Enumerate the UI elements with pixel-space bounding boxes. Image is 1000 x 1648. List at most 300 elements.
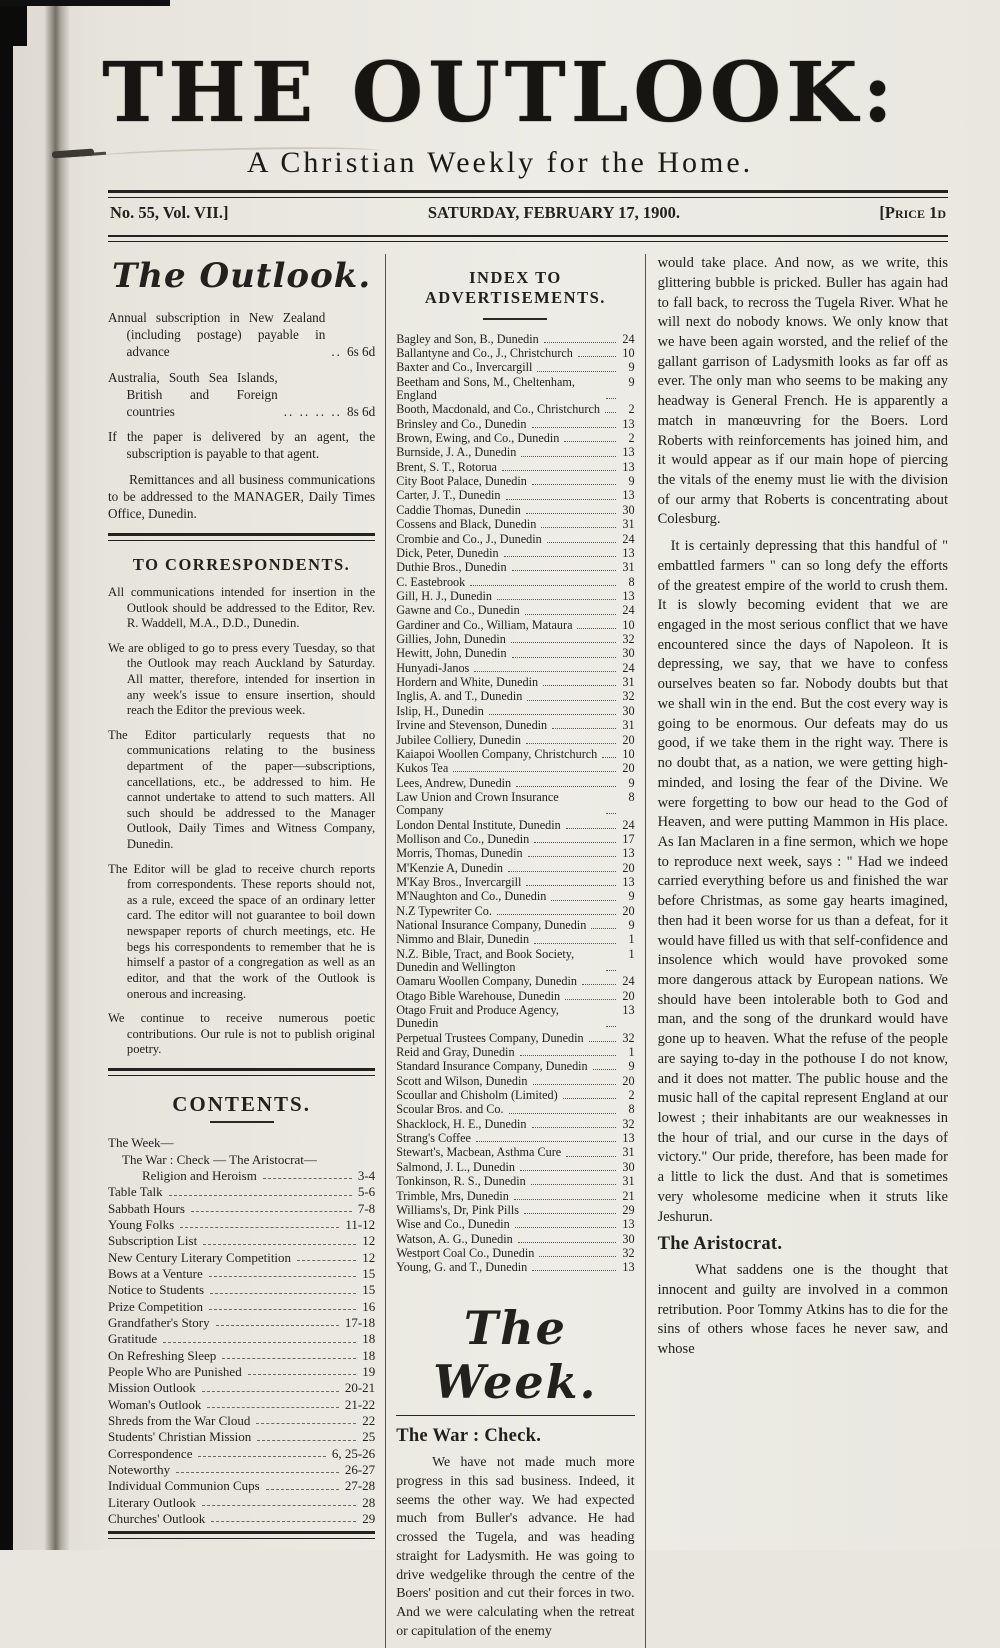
left-column — [108, 254, 385, 1647]
advertiser-name: Gardiner and Co., William, Mataura — [396, 617, 573, 632]
contents-row — [108, 1413, 375, 1429]
advertiser-row — [396, 933, 634, 947]
dot-leader — [533, 1075, 616, 1085]
contents-label: Sabbath Hours — [108, 1200, 185, 1216]
advertiser-name: Booth, Macdonald, and Co., Christchurch — [396, 402, 600, 417]
dateline-block — [108, 190, 948, 242]
advertiser-page: 2 — [628, 1087, 635, 1102]
advertiser-page: 9 — [628, 360, 635, 375]
advertiser-page: 2 — [628, 431, 635, 446]
dot-leader — [520, 1161, 616, 1171]
binding-fold-shadow — [44, 0, 70, 1550]
advertiser-name: Standard Insurance Company, Dunedin — [396, 1059, 588, 1074]
subscription-price: 6s 6d — [346, 343, 376, 359]
advertiser-row — [396, 847, 634, 861]
contents-row — [108, 1347, 375, 1363]
contents-label: Gratitude — [108, 1331, 158, 1347]
contents-row — [108, 1184, 375, 1200]
middle-column — [385, 254, 645, 1647]
advertiser-name: Gill, H. J., Dunedin — [396, 588, 492, 603]
advertiser-page: 32 — [622, 1030, 635, 1045]
advertiser-row — [396, 1003, 634, 1031]
agent-note: If the paper is delivered by an agent, the subscription is payable to that agent. — [108, 429, 376, 462]
contents-label: Mission Outlook — [108, 1380, 196, 1396]
dash-leader — [209, 1299, 356, 1310]
advertiser-page: 17 — [622, 831, 635, 846]
dash-leader — [222, 1348, 356, 1359]
advertiser-page: 1 — [628, 932, 635, 947]
advertiser-page: 20 — [622, 761, 635, 776]
advertiser-row — [396, 1031, 634, 1045]
advertiser-page: 8 — [628, 790, 635, 804]
war-check-paragraph: We have not made much more progress in this sad business. Indeed, it seems the other way. We had expected much from Buller's advance. He had crossed the Tugela, and was heading straight for Ladysmith. He was going to drive wedgelike through the centre of the Boers' position and cut their forces in two. And we were calculating when the retreat or capitulation of the enemy — [396, 1454, 635, 1638]
advertiser-name: Burnside, J. A., Dunedin — [396, 445, 517, 460]
masthead-rule — [108, 190, 948, 198]
advertiser-row — [396, 1088, 634, 1102]
contents-label: Correspondence — [108, 1445, 193, 1461]
advertiser-name: Strang's Coffee — [396, 1131, 471, 1146]
subscription-item — [108, 370, 375, 421]
contents-pages: 21-22 — [344, 1396, 376, 1412]
advertiser-row — [396, 475, 634, 489]
dot-leader — [605, 403, 616, 413]
advertiser-row — [396, 403, 634, 417]
advertiser-row — [396, 918, 634, 932]
dot-leader — [532, 418, 616, 428]
advertiser-row — [396, 1045, 634, 1059]
dot-leader — [526, 876, 615, 886]
outlook-section-heading: The Outlook. — [111, 256, 372, 297]
aristocrat-paragraph: What saddens one is the thought that innocent and guilty are involved in a common retribution. Poor Tommy Atkins has to die for the sins of others whose faces he never saw, and whose — [657, 1262, 948, 1358]
correspondents-paragraph: The Editor will be glad to receive church reports from correspondents. These reports should not, as a rule, exceed the space of an ordinary letter card. The editor will not guarantee to boil down newspaper reports of church meetings, etc. He begs his correspondents to remember that he is himself a pastor of a congregation as well as an editor, and that the work of the Outlook is onerous and increasing. — [108, 861, 376, 1001]
week-heading-rule — [396, 1415, 634, 1416]
advertiser-page: 2 — [628, 402, 635, 417]
scan-top-left-corner — [0, 0, 27, 46]
contents-pages: 16 — [362, 1298, 376, 1314]
dot-leader — [606, 948, 616, 971]
advertiser-row — [396, 1189, 634, 1203]
advertiser-row — [396, 1203, 634, 1217]
advertiser-page: 21 — [622, 1188, 635, 1203]
advertiser-name: Mollison and Co., Dunedin — [396, 831, 530, 846]
dot-leader: .. .. .. .. — [283, 403, 342, 419]
contents-row — [108, 1396, 375, 1412]
contents-label: Notice to Students — [108, 1282, 205, 1298]
dot-leader — [520, 1046, 616, 1056]
scan-top-edge — [0, 0, 170, 6]
dot-leader — [589, 1032, 616, 1042]
advertiser-row — [396, 632, 634, 646]
paper-title: THE OUTLOOK: — [102, 45, 898, 141]
advertiser-page: 24 — [622, 531, 635, 546]
contents-row — [108, 1200, 375, 1216]
dash-leader — [169, 1184, 352, 1195]
dot-leader — [526, 504, 616, 514]
dot-leader — [578, 347, 616, 357]
advertiser-page: 9 — [628, 775, 635, 790]
advertiser-row — [396, 776, 634, 790]
dot-leader — [606, 376, 616, 399]
advertiser-row — [396, 604, 634, 618]
war-check-heading: The War : Check. — [396, 1426, 542, 1447]
advertiser-row — [396, 1160, 634, 1174]
contents-label: Individual Communion Cups — [108, 1478, 260, 1494]
dateline-rule — [108, 235, 948, 242]
contents-label: Table Talk — [108, 1184, 163, 1200]
dot-leader — [602, 748, 615, 758]
dash-leader — [163, 1331, 356, 1342]
advertiser-page: 10 — [622, 346, 635, 361]
advertiser-name: Scoullar and Chisholm (Limited) — [396, 1087, 558, 1102]
advertiser-page: 30 — [622, 1159, 635, 1174]
dash-leader — [191, 1201, 352, 1212]
subscription-item — [108, 310, 375, 361]
contents-row — [108, 1429, 375, 1445]
contents-label: Subscription List — [108, 1233, 198, 1249]
dot-leader — [593, 1060, 616, 1070]
dot-leader — [531, 1175, 616, 1185]
advertiser-page: 13 — [622, 545, 635, 560]
index-rule — [483, 318, 547, 320]
advertiser-row — [396, 561, 634, 575]
advertiser-page: 13 — [622, 588, 635, 603]
contents-label: Religion and Heroism — [142, 1168, 257, 1184]
advertiser-row — [396, 790, 634, 818]
advertiser-page: 13 — [622, 1217, 635, 1232]
dot-leader — [528, 847, 616, 857]
dot-leader — [534, 833, 615, 843]
advertiser-page: 13 — [622, 1003, 635, 1018]
dot-leader — [474, 662, 615, 672]
advertiser-name: N.Z. Bible, Tract, and Book Society, Dunedin and Wellington — [396, 946, 575, 974]
advertiser-page: 1 — [628, 946, 635, 961]
contents-row — [108, 1217, 375, 1233]
contents-label: Woman's Outlook — [108, 1396, 202, 1412]
advertiser-row — [396, 690, 634, 704]
advertiser-name: Young, G. and T., Dunedin — [396, 1260, 528, 1275]
subscription-text: Australia, South Sea Islands, British and Foreign countries — [108, 369, 278, 419]
advertiser-page: 20 — [622, 988, 635, 1003]
dot-leader — [506, 489, 616, 499]
advertiser-name: Brinsley and Co., Dunedin — [396, 416, 527, 431]
advertiser-page: 32 — [622, 1116, 635, 1131]
contents-pages: 18 — [362, 1331, 376, 1347]
advertiser-page: 9 — [628, 474, 635, 489]
dash-leader — [180, 1217, 339, 1228]
dot-leader — [516, 777, 615, 787]
advertiser-name: Gawne and Co., Dunedin — [396, 603, 520, 618]
advertiser-page: 32 — [622, 689, 635, 704]
advertiser-page: 13 — [622, 846, 635, 861]
contents-label: Literary Outlook — [108, 1494, 196, 1510]
dot-leader — [532, 1261, 615, 1271]
dash-leader — [176, 1462, 339, 1473]
advertiser-name: National Insurance Company, Dunedin — [396, 918, 587, 933]
dot-leader — [508, 862, 616, 872]
advertiser-name: Salmond, J. L., Dunedin — [396, 1159, 516, 1174]
advertiser-page: 9 — [628, 1059, 635, 1074]
contents-label: On Refreshing Sleep — [108, 1347, 217, 1363]
advertiser-page: 30 — [622, 646, 635, 661]
advertiser-page: 30 — [622, 502, 635, 517]
advertiser-row — [396, 375, 634, 403]
aristocrat-heading: The Aristocrat. — [657, 1234, 783, 1255]
advertiser-row — [396, 518, 634, 532]
dot-leader — [453, 762, 615, 772]
advertiser-name: Williams's, Dr, Pink Pills — [396, 1202, 519, 1217]
contents-row — [108, 1249, 375, 1265]
dot-leader — [606, 791, 616, 814]
advertiser-page: 9 — [628, 918, 635, 933]
advertiser-row — [396, 975, 634, 989]
dash-leader — [248, 1364, 356, 1375]
dot-leader — [582, 975, 616, 985]
advertiser-name: Reid and Gray, Dunedin — [396, 1044, 515, 1059]
advertiser-row — [396, 904, 634, 918]
contents-pages: 19 — [362, 1364, 376, 1380]
advertiser-row — [396, 532, 634, 546]
advertiser-row — [396, 1074, 634, 1088]
advertiser-row — [396, 1103, 634, 1117]
contents-pages: 7-8 — [357, 1200, 376, 1216]
advertiser-page: 24 — [622, 331, 635, 346]
advertiser-name: Hunyadi-Janos — [396, 660, 470, 675]
advertiser-page: 13 — [622, 1131, 635, 1146]
advertiser-row — [396, 431, 634, 445]
advertiser-row — [396, 875, 634, 889]
contents-pages: 18 — [362, 1347, 376, 1363]
advertiser-index — [396, 332, 634, 1275]
advertiser-name: Cossens and Black, Dunedin — [396, 517, 537, 532]
contents-label: Noteworthy — [108, 1462, 171, 1478]
dot-leader — [591, 919, 615, 929]
dot-leader — [537, 361, 615, 371]
contents-pages: 26-27 — [344, 1462, 376, 1478]
contents-label: New Century Literary Competition — [108, 1249, 292, 1265]
advertiser-page: 20 — [622, 860, 635, 875]
contents-pages: 5-6 — [357, 1184, 376, 1200]
advertiser-row — [396, 733, 634, 747]
dash-leader — [257, 1429, 356, 1440]
paper-subtitle: A Christian Weekly for the Home. — [246, 146, 754, 180]
advertiser-row — [396, 575, 634, 589]
advertiser-row — [396, 1175, 634, 1189]
advertiser-name: Beetham and Sons, M., Cheltenham, England — [396, 374, 575, 402]
advertiser-page: 20 — [622, 903, 635, 918]
advertiser-name: Nimmo and Blair, Dunedin — [396, 932, 530, 947]
dash-leader — [263, 1168, 352, 1179]
advertiser-page: 31 — [622, 718, 635, 733]
dot-leader — [577, 619, 615, 629]
advertiser-page: 24 — [622, 660, 635, 675]
contents-row — [108, 1233, 375, 1249]
dash-leader — [209, 1266, 356, 1277]
contents-rule — [210, 1121, 274, 1123]
dateline — [108, 198, 948, 225]
advertiser-name: C. Eastebrook — [396, 574, 466, 589]
dot-leader — [497, 590, 616, 600]
advertiser-name: Oamaru Woollen Company, Dunedin — [396, 974, 577, 989]
contents-label: Prize Competition — [108, 1298, 203, 1314]
advertiser-name: Brent, S. T., Rotorua — [396, 459, 497, 474]
index-heading: INDEX TO ADVERTISEMENTS. — [424, 268, 606, 308]
dot-leader — [514, 1190, 616, 1200]
advertiser-row — [396, 762, 634, 776]
dot-leader — [543, 676, 615, 686]
contents-label: The War : Check — The Aristocrat— — [122, 1151, 317, 1167]
advertiser-name: Baxter and Co., Invercargill — [396, 360, 533, 375]
dot-leader — [551, 890, 615, 900]
advertiser-page: 30 — [622, 703, 635, 718]
right-column — [646, 254, 948, 1647]
advertiser-row — [396, 361, 634, 375]
contents-pages: 22 — [362, 1413, 376, 1429]
contents-pages: 3-4 — [357, 1168, 376, 1184]
advertiser-name: Scoular Bros. and Co. — [396, 1102, 504, 1117]
advertiser-name: Watson, A. G., Dunedin — [396, 1231, 513, 1246]
contents-pages: 27-28 — [344, 1478, 376, 1494]
advertiser-page: 31 — [622, 1174, 635, 1189]
dash-leader — [202, 1380, 339, 1391]
dot-leader — [606, 1004, 616, 1027]
advertiser-row — [396, 446, 634, 460]
dot-leader — [470, 576, 615, 586]
correspondents-paragraph: All communications intended for insertion in the Outlook should be addressed to the Editor, Rev. R. Waddell, M.A., D.D., Dunedin. — [108, 584, 376, 631]
subscription-list — [108, 310, 375, 420]
contents-row — [108, 1331, 375, 1347]
contents-bottom-rule — [108, 1531, 375, 1539]
issue-price: [Price 1d — [879, 203, 946, 223]
advertiser-name: Law Union and Crown Insurance Company — [396, 790, 559, 818]
subscription-text: Annual subscription in New Zealand (including postage) payable in advance — [108, 310, 326, 359]
contents-label: Grandfather's Story — [108, 1315, 210, 1331]
issue-date: SATURDAY, FEBRUARY 17, 1900. — [427, 203, 680, 223]
advertiser-name: Otago Bible Warehouse, Dunedin — [396, 988, 561, 1003]
dot-leader — [511, 633, 616, 643]
advertiser-name: Perpetual Trustees Company, Dunedin — [396, 1030, 584, 1045]
advertiser-row — [396, 1232, 634, 1246]
advertiser-name: Stewart's, Macbean, Asthma Cure — [396, 1145, 562, 1160]
advertiser-row — [396, 947, 634, 975]
advertiser-row — [396, 704, 634, 718]
advertiser-name: Kukos Tea — [396, 761, 449, 776]
dot-leader — [544, 333, 616, 343]
advertiser-name: Caddie Thomas, Dunedin — [396, 502, 521, 517]
contents-row — [108, 1445, 375, 1461]
advertiser-page: 20 — [622, 1073, 635, 1088]
contents-pages: 29 — [362, 1511, 376, 1526]
advertiser-page: 32 — [622, 632, 635, 647]
advertiser-name: M'Kay Bros., Invercargill — [396, 874, 522, 889]
advertiser-name: M'Kenzie A, Dunedin — [396, 860, 503, 875]
dot-leader — [564, 432, 615, 442]
contents-label: People Who are Punished — [108, 1364, 242, 1380]
advertiser-page: 9 — [628, 374, 635, 389]
contents-row — [108, 1282, 375, 1298]
advertiser-name: Bagley and Son, B., Dunedin — [396, 331, 539, 346]
advertiser-name: Brown, Ewing, and Co., Dunedin — [396, 431, 560, 446]
advertiser-page: 20 — [622, 732, 635, 747]
advertiser-page: 1 — [628, 1044, 635, 1059]
advertiser-page: 32 — [622, 1245, 635, 1260]
advertiser-row — [396, 417, 634, 431]
advertiser-row — [396, 1131, 634, 1145]
advertiser-row — [396, 1246, 634, 1260]
advertiser-page: 9 — [628, 889, 635, 904]
contents-row — [108, 1266, 375, 1282]
advertiser-name: City Boot Palace, Dunedin — [396, 474, 527, 489]
week-section-heading: The Week. — [433, 1301, 598, 1410]
advertiser-row — [396, 503, 634, 517]
advertiser-row — [396, 1261, 634, 1275]
advertiser-name: M'Naughton and Co., Dunedin — [396, 889, 547, 904]
contents-pages: 12 — [362, 1249, 376, 1265]
dot-leader — [504, 547, 616, 557]
dot-leader — [566, 1146, 615, 1156]
advertiser-row — [396, 676, 634, 690]
advertiser-name: Jubilee Colliery, Dunedin — [396, 732, 521, 747]
advertiser-name: Wise and Co., Dunedin — [396, 1217, 510, 1232]
advertiser-name: Hordern and White, Dunedin — [396, 675, 539, 690]
contents-label: Students' Christian Mission — [108, 1429, 252, 1445]
dot-leader — [502, 461, 616, 471]
contents-pages: 12 — [362, 1233, 376, 1249]
contents-row — [108, 1462, 375, 1478]
dot-leader — [532, 475, 616, 485]
contents-pages: 15 — [362, 1266, 376, 1282]
advertiser-page: 13 — [622, 1260, 635, 1275]
advertiser-name: Hewitt, John, Dunedin — [396, 646, 507, 661]
contents-row — [108, 1298, 375, 1314]
advertiser-name: Trimble, Mrs, Dunedin — [396, 1188, 509, 1203]
contents-row — [108, 1151, 375, 1167]
advertiser-name: Duthie Bros., Dunedin — [396, 560, 507, 575]
advertiser-name: Irvine and Stevenson, Dunedin — [396, 718, 548, 733]
contents-row — [108, 1380, 375, 1396]
dot-leader — [509, 1103, 616, 1113]
advertiser-row — [396, 460, 634, 474]
contents-pages: 28 — [362, 1494, 376, 1510]
dash-leader — [266, 1478, 339, 1489]
dot-leader — [515, 1218, 616, 1228]
advertiser-row — [396, 346, 634, 360]
dot-leader — [518, 1233, 616, 1243]
dash-leader — [297, 1250, 356, 1261]
advertiser-row — [396, 818, 634, 832]
dot-leader — [512, 647, 616, 657]
contents-label: Bows at a Venture — [108, 1266, 203, 1282]
correspondents-paragraph: The Editor particularly requests that no communications relating to the business department of the paper—subscriptions, cancellations, etc., be addressed to him. He cannot undertake to attend to such matters. All such should be addressed to the Manager Outlook, Daily Times and Witness Company, Dunedin. — [108, 727, 376, 852]
dash-leader — [198, 1446, 325, 1457]
advertiser-row — [396, 489, 634, 503]
contents-list — [108, 1135, 375, 1527]
advertiser-name: Inglis, A. and T., Dunedin — [396, 689, 523, 704]
correspondents-paragraph: We continue to receive numerous poetic contributions. Our rule is not to publish original poetry. — [108, 1011, 376, 1057]
dot-leader — [524, 1204, 616, 1214]
dash-leader — [203, 1233, 356, 1244]
issue-number: No. 55, Vol. VII.] — [110, 203, 229, 223]
advertiser-name: Otago Fruit and Produce Agency, Dunedin — [396, 1003, 559, 1031]
dot-leader — [552, 719, 615, 729]
advertiser-name: London Dental Institute, Dunedin — [396, 817, 561, 832]
correspondents-heading: TO CORRESPONDENTS. — [132, 554, 351, 574]
contents-label: Shreds from the War Cloud — [108, 1413, 251, 1429]
section-rule — [108, 533, 375, 541]
advertiser-row — [396, 832, 634, 846]
contents-row — [108, 1315, 375, 1331]
advertiser-name: Crombie and Co., J., Dunedin — [396, 531, 542, 546]
page-columns — [108, 254, 948, 1647]
